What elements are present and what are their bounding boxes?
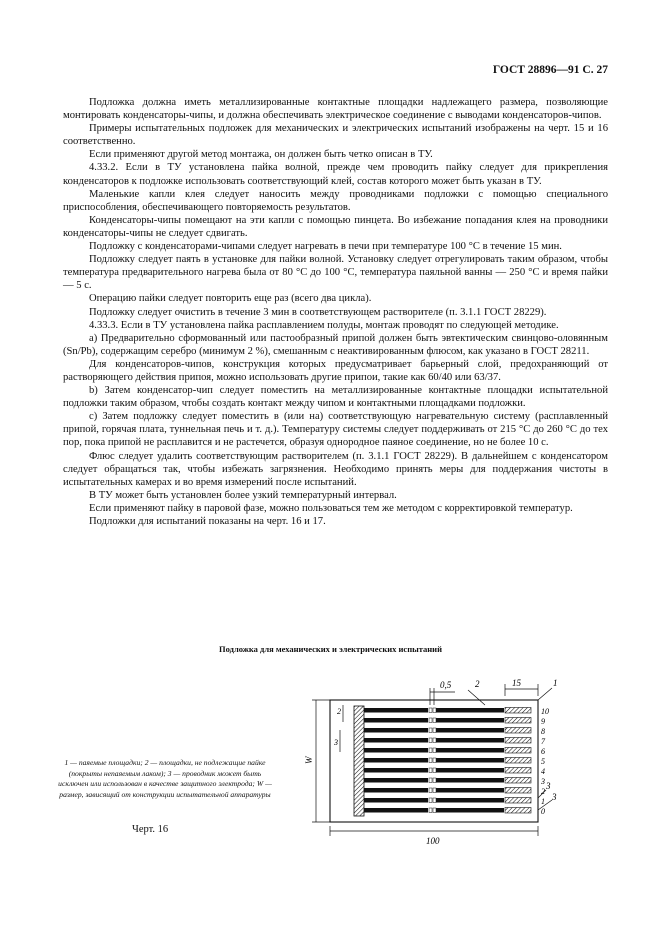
paragraph: а) Предварительно сформованный или пастообразный припой должен быть эвтектическим свинцово-оловянным (Sn/Pb), содержащим серебро (минимум 2 %), смешанным с неактивированным флюсом, как указано в ГОСТ 28211. <box>63 332 608 357</box>
conductor-right <box>436 718 504 723</box>
paragraph: 4.33.3. Если в ТУ установлена пайка расплавлением полуды, монтаж проводят по следующей методике. <box>89 319 559 331</box>
non-solder-pad <box>429 808 432 813</box>
dim-left-top-label: 2 <box>337 707 341 716</box>
callout-3: 3 <box>552 792 557 802</box>
paragraph: Маленькие капли клея следует наносить между проводниками подложки с помощью специального приспособления, обеспечивающего повторяемость результатов. <box>63 188 608 213</box>
paragraph: Подложку следует очистить в течение 3 мин в соответствующем растворителе (п. 3.1.1 ГОСТ 28229). <box>89 306 547 318</box>
conductor-right <box>436 778 504 783</box>
figure-label: Черт. 16 <box>132 824 169 835</box>
non-solder-pad <box>433 778 436 783</box>
conductor-right <box>436 758 504 763</box>
conductor-right <box>436 768 504 773</box>
conductor-left <box>364 738 428 743</box>
solder-pad <box>505 708 531 714</box>
paragraph: Операцию пайки следует повторить еще раз (всего два цикла). <box>89 293 372 305</box>
callout-1: 1 <box>553 678 558 688</box>
non-solder-pad <box>433 738 436 743</box>
conductor-right <box>436 728 504 733</box>
non-solder-pad <box>433 748 436 753</box>
callout-2: 2 <box>475 679 480 689</box>
row-number: 2 <box>541 787 545 796</box>
paragraph: Примеры испытательных подложек для механических и электрических испытаний изображены на черт. 15 и 16 соответственно. <box>63 123 608 148</box>
solder-pad <box>505 778 531 784</box>
solder-pad <box>505 718 531 724</box>
figure-caption: Подложка для механических и электрических испытаний <box>219 644 442 654</box>
row-number: 9 <box>541 717 545 726</box>
solder-pad <box>505 728 531 734</box>
non-solder-pad <box>429 718 432 723</box>
dim-height-label: W <box>304 756 314 764</box>
solder-pad <box>505 758 531 764</box>
figure-legend: 1 — паяемые площадки; 2 — площадки, не подлежащие пайке (покрыты непаяемым лаком); 3 — проводник может быть исключен или использован в качестве защитного электрода; W — размер, зависящий от конструкции испытательной аппаратуры <box>58 758 272 799</box>
conductor-left <box>364 758 428 763</box>
callout-3b: 3 <box>546 781 551 791</box>
paragraph: Конденсаторы-чипы помещают на эти капли с помощью пинцета. Во избежание попадания клея на проводники конденсаторы-чипы не следует сдвигать. <box>63 214 608 239</box>
non-solder-pad <box>429 768 432 773</box>
conductor-left <box>364 788 428 793</box>
non-solder-pad <box>429 798 432 803</box>
row-number: 0 <box>541 807 545 816</box>
paragraph: Подложку с конденсаторами-чипами следует нагревать в печи при температуре 100 °С в течение 15 мин. <box>89 241 562 253</box>
conductor-left <box>364 708 428 713</box>
solder-pad <box>505 768 531 774</box>
conductor-right <box>436 798 504 803</box>
row-number: 6 <box>541 747 545 756</box>
dim-left-mid-label: 3 <box>334 738 338 747</box>
non-solder-pad <box>429 708 432 713</box>
paragraph: Подложку следует паять в установке для пайки волной. Установку следует отрегулировать таким образом, чтобы температура предварительного нагрева была от 80 °С до 100 °С, температура паяльной ванны — 250 °С и время пайки — 5 с. <box>63 254 608 292</box>
non-solder-pad <box>429 778 432 783</box>
conductor-left <box>364 798 428 803</box>
solder-pad <box>505 788 531 794</box>
solder-pad <box>505 738 531 744</box>
row-number: 4 <box>541 767 545 776</box>
dim-width-label: 100 <box>426 836 440 846</box>
conductor-right <box>436 808 504 813</box>
conductor-left <box>364 778 428 783</box>
conductor-left <box>364 718 428 723</box>
paragraph: с) Затем подложку следует поместить в (или на) соответствующую нагревательную систему (расплавленный припой, горячая плата, туннельная печь и т. д.). Температуру системы следует поддерживать от 215 °С до 260 °С до тех пор, пока припой не расплавится и не растечется, образуя однородное паяное соединение, но не более 10 с. <box>63 411 608 449</box>
paragraph: Если применяют пайку в паровой фазе, можно пользоваться тем же методом с корректировкой температур. <box>89 502 573 514</box>
paragraph: Подложка должна иметь металлизированные контактные площадки надлежащего размера, позволяющие монтировать конденсаторы-чипы, и должна обеспечивать электрическое соединение с выводами конденсаторов-чипов. <box>63 97 608 122</box>
paragraph: В ТУ может быть установлен более узкий температурный интервал. <box>89 489 397 501</box>
paragraph: 4.33.2. Если в ТУ установлена пайка волной, прежде чем проводить пайку следует для прикрепления конденсаторов к подложке использовать соответствующий клей, состав которого может быть указан в ТУ. <box>63 162 608 187</box>
non-solder-pad <box>433 798 436 803</box>
row-number: 8 <box>541 727 545 736</box>
non-solder-pad <box>433 708 436 713</box>
dim-gap-label: 0,5 <box>440 680 452 690</box>
non-solder-pad <box>429 758 432 763</box>
conductor-right <box>436 738 504 743</box>
dim-right-label: 15 <box>512 678 521 688</box>
non-solder-pad <box>429 748 432 753</box>
row-number: 1 <box>541 797 545 806</box>
conductor-right <box>436 788 504 793</box>
row-number: 3 <box>541 777 545 786</box>
row-number: 10 <box>541 707 549 716</box>
solder-pad <box>505 748 531 754</box>
conductor-left <box>364 748 428 753</box>
non-solder-pad <box>429 788 432 793</box>
solder-pad <box>505 808 531 814</box>
row-number: 7 <box>541 737 545 746</box>
paragraph: Если применяют другой метод монтажа, он должен быть четко описан в ТУ. <box>89 149 433 161</box>
paragraph: Подложки для испытаний показаны на черт. 16 и 17. <box>89 516 326 527</box>
conductor-left <box>364 768 428 773</box>
non-solder-pad <box>429 728 432 733</box>
paragraph: b) Затем конденсатор-чип следует поместить на металлизированные контактные площадки испытательной подложки таким образом, чтобы создать контакт между чипом и контактными площадками подложки. <box>63 385 608 410</box>
paragraph: Флюс следует удалить соответствующим растворителем (п. 3.1.1 ГОСТ 28229). В дальнейшем с конденсатором следует обращаться так, чтобы избежать загрязнения. Необходимо принять меры для поддержания чистоты в испытательных камерах и во время измерений после испытаний. <box>63 450 608 488</box>
non-solder-pad <box>433 808 436 813</box>
non-solder-pad <box>433 788 436 793</box>
non-solder-pad <box>433 728 436 733</box>
conductor-right <box>436 708 504 713</box>
row-number: 5 <box>541 757 545 766</box>
conductor-left <box>364 808 428 813</box>
non-solder-pad <box>433 718 436 723</box>
non-solder-pad <box>433 758 436 763</box>
conductor-left <box>364 728 428 733</box>
paragraph: Для конденсаторов-чипов, конструкция которых предусматривает барьерный слой, предохраняющий от растворяющего действия припоя, можно использовать другие припои, такие как 60/40 или 63/37. <box>63 358 608 383</box>
conductor-right <box>436 748 504 753</box>
page-header: ГОСТ 28896—91 С. 27 <box>492 64 608 76</box>
non-solder-pad <box>433 768 436 773</box>
solder-pad <box>505 798 531 804</box>
non-solder-pad <box>429 738 432 743</box>
